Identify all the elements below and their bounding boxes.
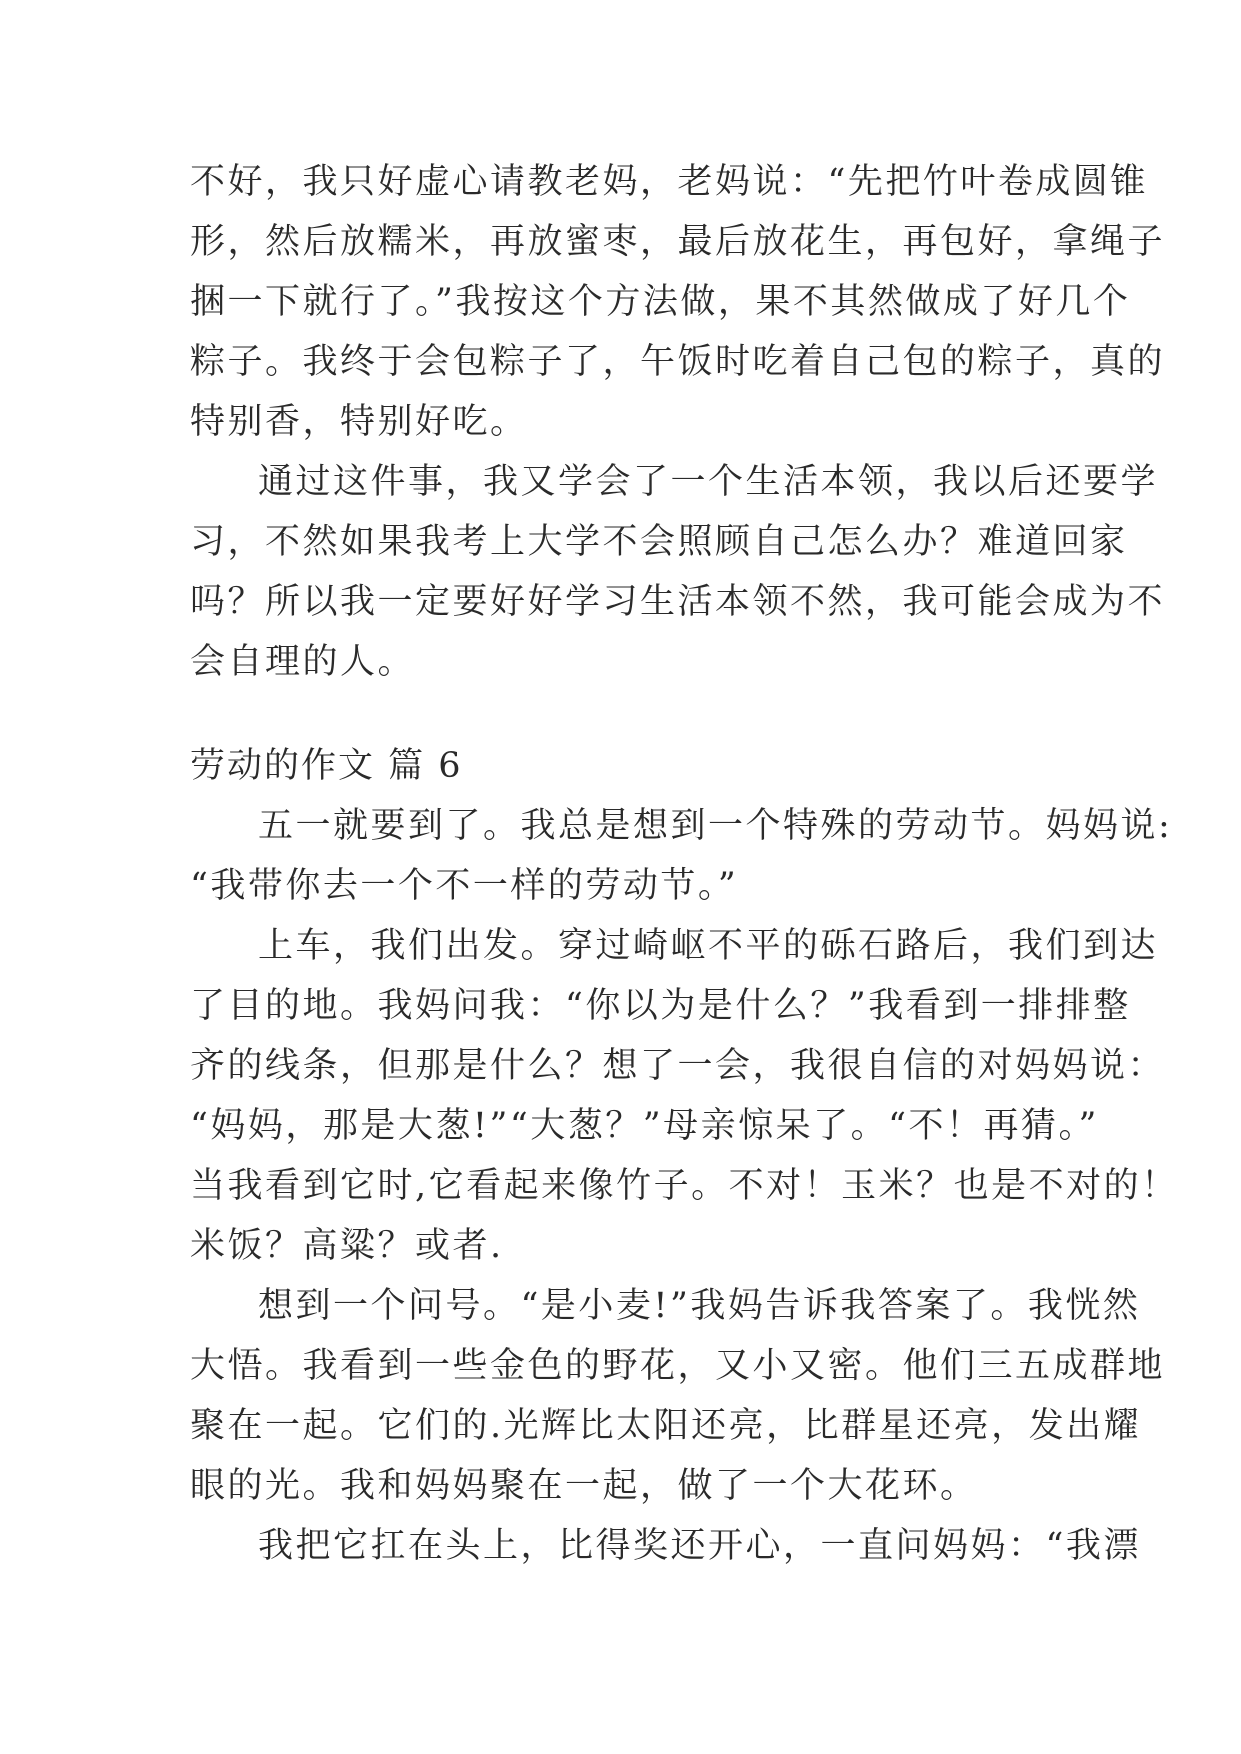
text-line: 了目的地。我妈问我：“你以为是什么？”我看到一排排整 bbox=[190, 986, 1131, 1026]
section-heading: 劳动的作文 篇 6 bbox=[190, 746, 463, 786]
text-line: 眼的光。我和妈妈聚在一起，做了一个大花环。 bbox=[190, 1466, 978, 1506]
text-line: 上车，我们出发。穿过崎岖不平的砾石路后，我们到达 bbox=[258, 926, 1159, 966]
text-line: 大悟。我看到一些金色的野花，又小又密。他们三五成群地 bbox=[190, 1346, 1166, 1386]
text-line: 吗？所以我一定要好好学习生活本领不然，我可能会成为不 bbox=[190, 582, 1166, 622]
text-line: 习，不然如果我考上大学不会照顾自己怎么办？难道回家 bbox=[190, 522, 1128, 562]
text-line: “我带你去一个不一样的劳动节。” bbox=[190, 866, 739, 906]
text-line: 想到一个问号。“是小麦!”我妈告诉我答案了。我恍然 bbox=[258, 1286, 1141, 1326]
text-line: 米饭？高粱？或者. bbox=[190, 1226, 504, 1266]
text-line: 聚在一起。它们的.光辉比太阳还亮，比群星还亮，发出耀 bbox=[190, 1406, 1142, 1446]
paragraph-lesson bbox=[190, 452, 1166, 692]
text-line: 会自理的人。 bbox=[190, 642, 416, 682]
text-line: 齐的线条，但那是什么？想了一会，我很自信的对妈妈说： bbox=[190, 1046, 1166, 1086]
text-line: 形，然后放糯米，再放蜜枣，最后放花生，再包好，拿绳子 bbox=[190, 222, 1166, 262]
paragraph-wreath bbox=[190, 1516, 1141, 1576]
paragraph-drive bbox=[190, 916, 1179, 1276]
paragraph-zongzi bbox=[190, 152, 1166, 452]
text-line: 当我看到它时,它看起来像竹子。不对！玉米？也是不对的！ bbox=[190, 1166, 1179, 1206]
text-line: “妈妈，那是大葱!”“大葱？”母亲惊呆了。“不！再猜。” bbox=[190, 1106, 1099, 1146]
text-line: 特别香，特别好吃。 bbox=[190, 402, 528, 442]
text-line: 捆一下就行了。”我按这个方法做，果不其然做成了好几个 bbox=[190, 282, 1131, 322]
text-line: 我把它扛在头上，比得奖还开心，一直问妈妈：“我漂 bbox=[258, 1526, 1141, 1566]
paragraph-wheat bbox=[190, 1276, 1166, 1516]
text-line: 不好，我只好虚心请教老妈，老妈说：“先把竹叶卷成圆锥 bbox=[190, 162, 1148, 202]
paragraph-may-day bbox=[190, 796, 1173, 916]
text-line: 粽子。我终于会包粽子了，午饭时吃着自己包的粽子，真的 bbox=[190, 342, 1166, 382]
text-line: 通过这件事，我又学会了一个生活本领，我以后还要学 bbox=[258, 462, 1159, 502]
text-line: 五一就要到了。我总是想到一个特殊的劳动节。妈妈说: bbox=[258, 806, 1173, 846]
